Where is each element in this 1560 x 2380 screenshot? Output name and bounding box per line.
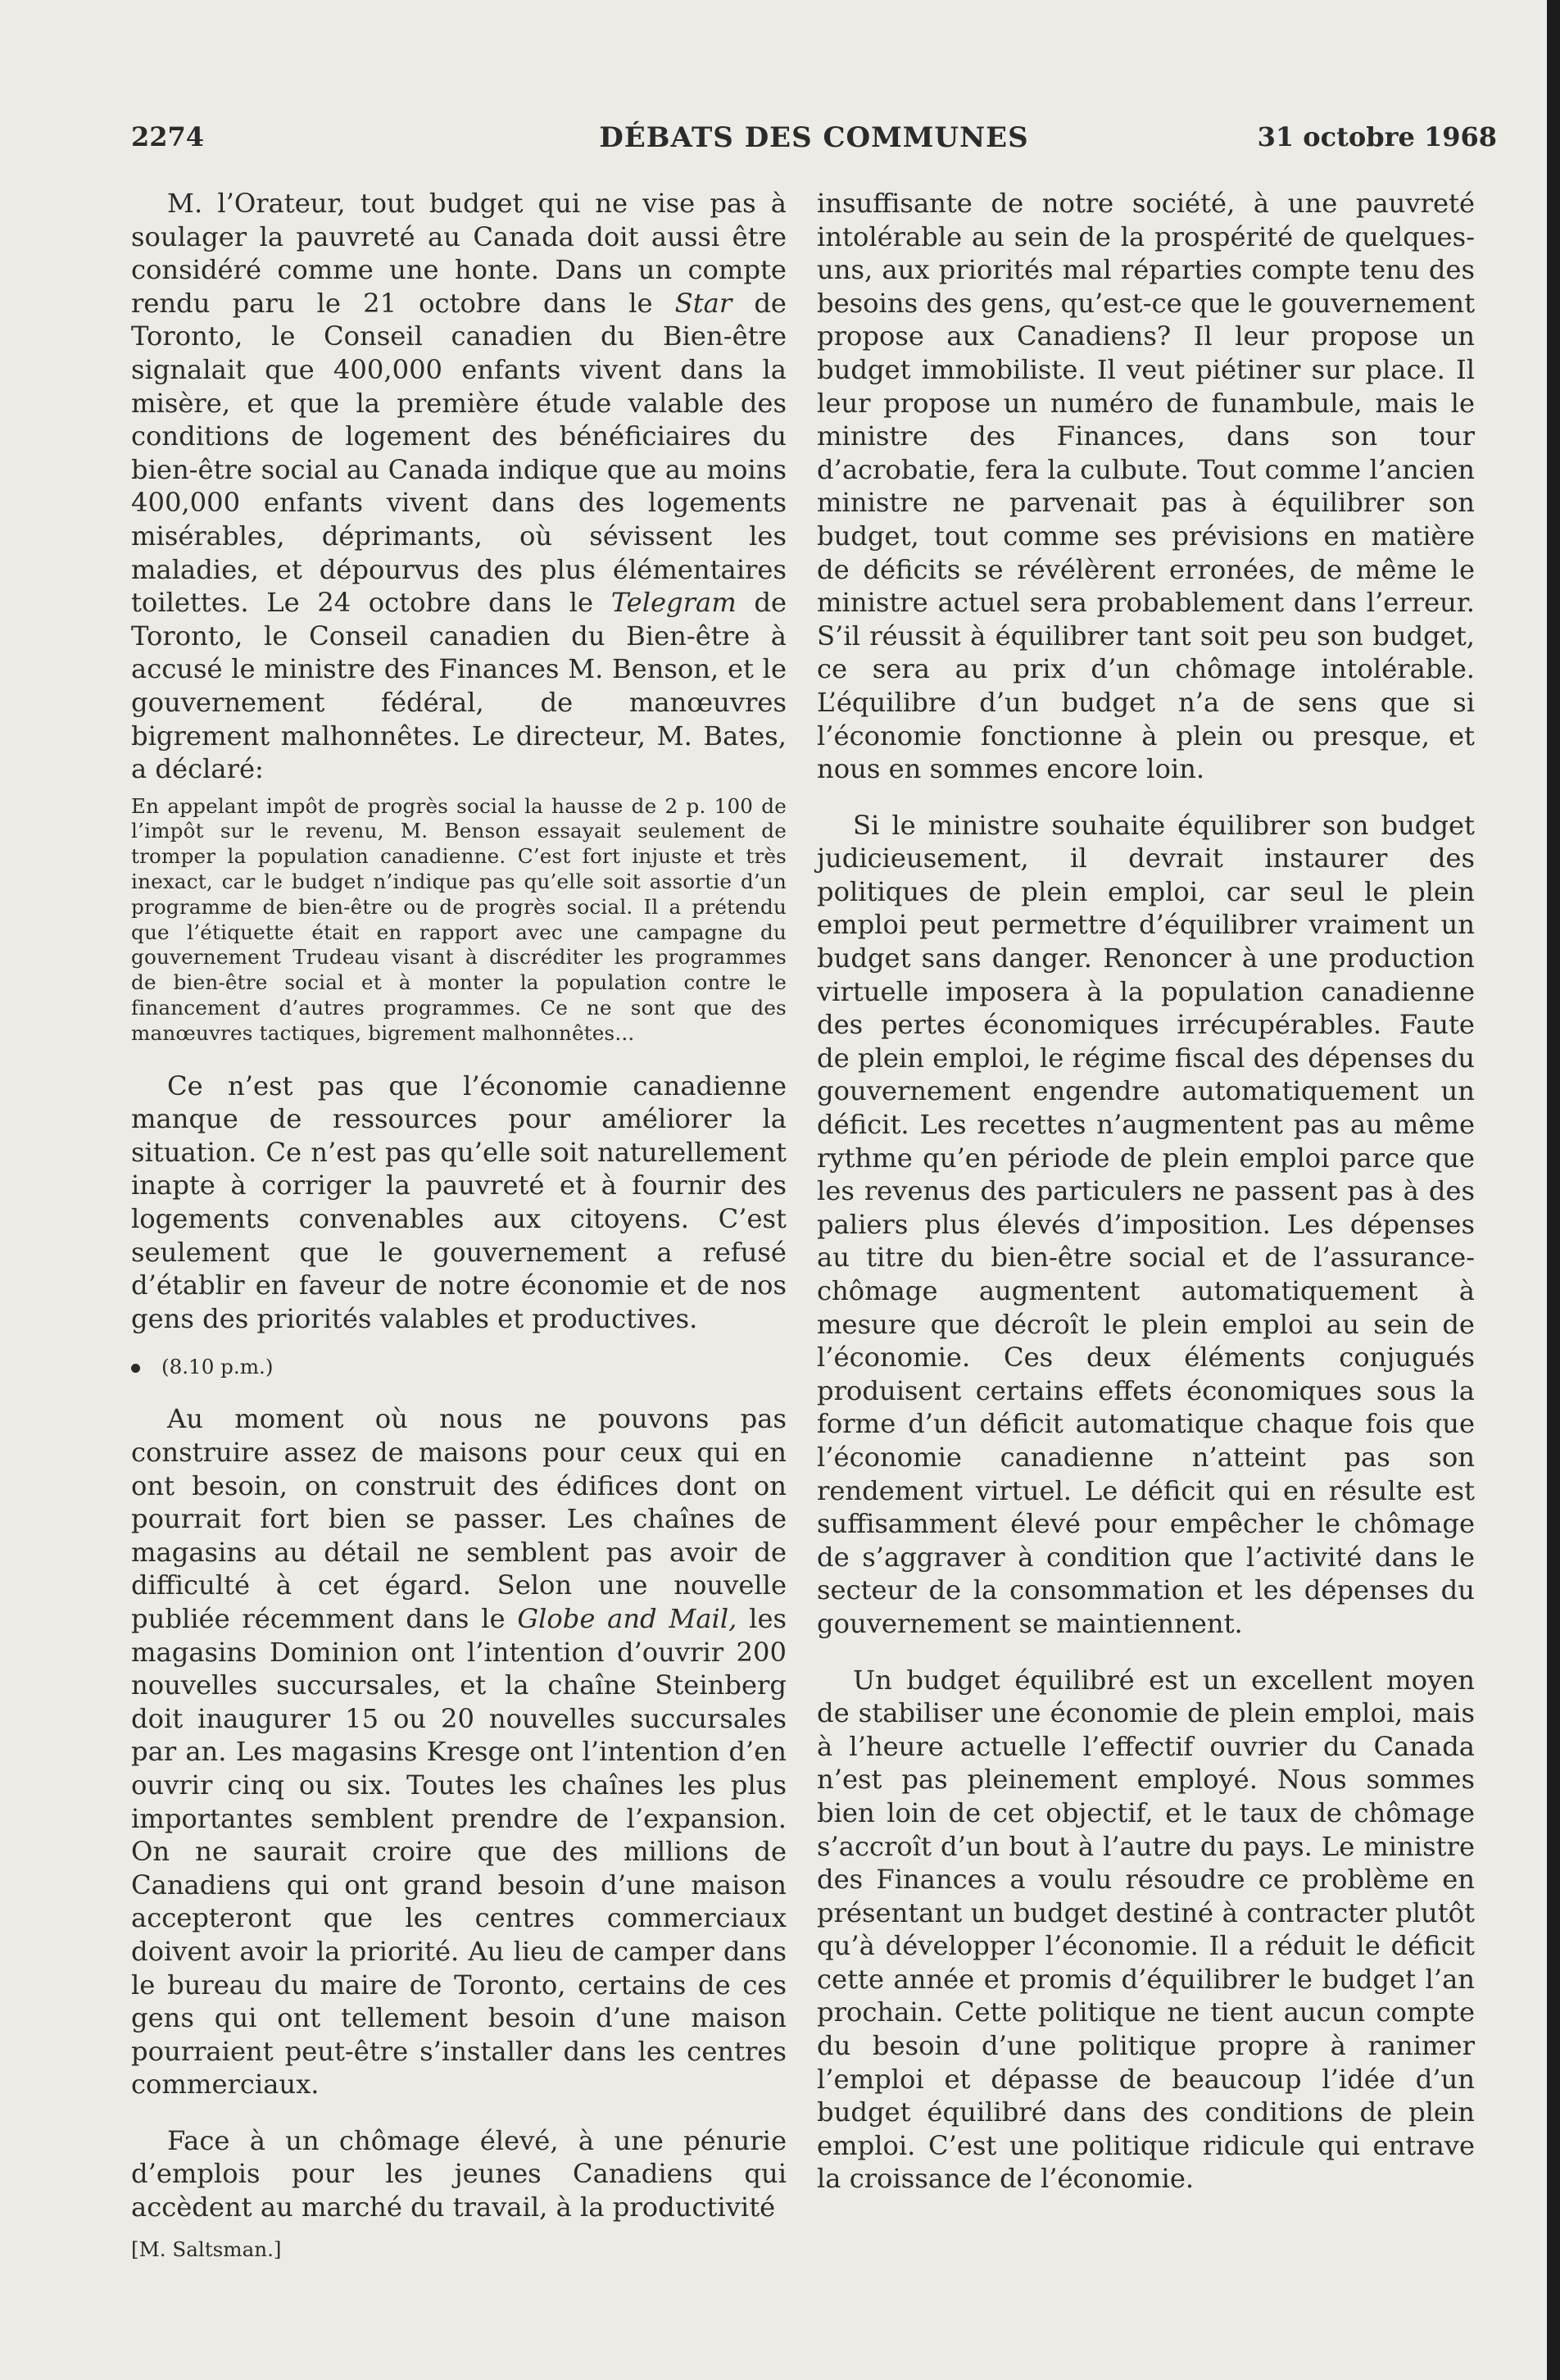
left-column [131, 187, 787, 2262]
paragraph: Face à un chômage élevé, à une pénurie d’emplois pour les jeunes Canadiens qui accèdent au marché du travail, à la productivité [131, 2124, 787, 2223]
paragraph: insuffisante de notre société, à une pauvreté intolérable au sein de la prospérité de quelques-uns, aux priorités mal réparties compte tenu des besoins des gens, qu’est-ce que le gouvernement propose aux Canadiens? Il leur propose un budget immobiliste. Il veut piétiner sur place. Il leur propose un numéro de funambule, mais le ministre des Finances, dans son tour d’acrobatie, fera la culbute. Tout comme l’ancien ministre ne parvenait pas à équilibrer son budget, tout comme ses prévisions en matière de déficits se révélèrent erronées, de même le ministre actuel sera probablement dans l’erreur. S’il réussit à équilibrer tant soit peu son budget, ce sera au prix d’un chômage intolérable. L’équilibre d’un budget n’a de sens que si l’économie fonctionne à plein ou presque, et nous en sommes encore loin. [817, 188, 1475, 785]
italic-title: Telegram [610, 587, 737, 619]
text-run: de Toronto, le Conseil canadien du Bien-être à accusé le ministre des Finances M. Benson, et le gouvernement fédéral, de manœuvres bigrement malhonnêtes. Le directeur, M. Bates, a déclaré: [131, 587, 787, 785]
page-header [131, 121, 1497, 162]
text-run: les magasins Dominion ont l’intention d’ouvrir 200 nouvelles succursales, et la chaîne Steinberg doit inaugurer 15 ou 20 nouvelles succursales par an. Les magasins Kresge ont l’intention d’en ouvrir cinq ou six. Toutes les chaînes les plus importantes semblent prendre de l’expansion. On ne saurait croire que des millions de Canadiens qui ont grand besoin d’une maison accepteront que les centres commerciaux doivent avoir la priorité. Au lieu de camper dans le bureau du maire de Toronto, certains de ces gens qui ont tellement besoin d’une maison pourraient peut-être s’installer dans les centres commerciaux. [131, 1602, 787, 2101]
italic-title: Star [674, 287, 732, 319]
text-run: de Toronto, le Conseil canadien du Bien-être signalait que 400,000 enfants vivent dans la misère, et que la première étude valable des conditions de logement des bénéficiaires du bien-être social au Canada indique que au moins 400,000 enfants vivent dans des logements misérables, déprimants, où sévissent les maladies, et dépourvus des plus élémentaires toilettes. Le 24 octobre dans le [131, 287, 787, 619]
speaker-attribution: [M. Saltsman.] [131, 2237, 282, 2261]
right-column [817, 187, 1475, 2196]
time-text: (8.10 p.m.) [161, 1355, 274, 1379]
text-run: M. l’Orateur, tout budget qui ne vise pas à soulager la pauvreté au Canada doit aussi être considéré comme une honte. Dans un compte rendu paru le 21 octobre dans le [131, 188, 787, 319]
bullet-icon [131, 1364, 140, 1373]
block-quote: En appelant impôt de progrès social la hausse de 2 p. 100 de l’impôt sur le revenu, M. Benson essayait seulement de tromper la population canadienne. C’est fort injuste et très inexact, car le budget n’indique pas qu’elle soit assortie d’un programme de bien-être ou de progrès social. Il a prétendu que l’étiquette était en rapport avec une campagne du gouvernement Trudeau visant à discréditer les programmes de bien-être social et à monter la population contre le financement d’autres programmes. Ce ne sont que des manœuvres tactiques, bigrement malhonnêtes... [131, 793, 787, 1045]
page-number: 2274 [131, 121, 205, 152]
text-run: Au moment où nous ne pouvons pas construire assez de maisons pour ceux qui en ont besoin, on construit des édifices dont on pourrait fort bien se passer. Les chaînes de magasins au détail ne semblent pas avoir de difficulté à cet égard. Selon une nouvelle publiée récemment dans le [131, 1403, 787, 1634]
publication-title: DÉBATS DES COMMUNES [599, 121, 1029, 154]
time-marker [131, 1355, 787, 1379]
page-date: 31 octobre 1968 [1257, 121, 1497, 152]
paragraph: Un budget équilibré est un excellent moyen de stabiliser une économie de plein emploi, mais à l’heure actuelle l’effectif ouvrier du Canada n’est pas pleinement employé. Nous sommes bien loin de cet objectif, et le taux de chômage s’accroît d’un bout à l’autre du pays. Le ministre des Finances a voulu résoudre ce problème en présentant un budget destiné à contracter plutôt qu’à développer l’économie. Il a réduit le déficit cette année et promis d’équilibrer le budget l’an prochain. Cette politique ne tient aucun compte du besoin d’une politique propre à ranimer l’emploi et dépasse de beaucoup l’idée d’un budget équilibré dans des conditions de plein emploi. C’est une politique ridicule qui entrave la croissance de l’économie. [817, 1664, 1475, 2195]
page-edge [1547, 0, 1560, 2380]
italic-title: Globe and Mail, [517, 1602, 737, 1634]
paragraph [131, 1402, 787, 2101]
paragraph [131, 187, 787, 786]
paragraph: Si le ministre souhaite équilibrer son budget judicieusement, il devrait instaurer des politiques de plein emploi, car seul le plein emploi peut permettre d’équilibrer vraiment un budget sans danger. Renoncer à une production virtuelle imposera à la population canadienne des pertes économiques irrécupérables. Faute de plein emploi, le régime fiscal des dépenses du gouvernement engendre automatiquement un déficit. Les recettes n’augmentent pas au même rythme qu’en période de plein emploi parce que les revenus des particulers ne passent pas à des paliers plus élevés d’imposition. Les dépenses au titre du bien-être social et de l’assurance-chômage augmentent automatiquement à mesure que décroît le plein emploi au sein de l’économie. Ces deux éléments conjugués produisent certains effets économiques sous la forme d’un déficit automatique chaque fois que l’économie canadienne n’atteint pas son rendement virtuel. Le déficit qui en résulte est suffisamment élevé pour empêcher le chômage de s’aggraver à condition que l’activité dans le secteur de la consommation et les dépenses du gouvernement se maintiennent. [817, 809, 1475, 1639]
paragraph: Ce n’est pas que l’économie canadienne manque de ressources pour améliorer la situation. Ce n’est pas qu’elle soit naturellement inapte à corriger la pauvreté et à fournir des logements convenables aux citoyens. C’est seulement que le gouvernement a refusé d’établir en faveur de notre économie et de nos gens des priorités valables et productives. [131, 1070, 787, 1334]
